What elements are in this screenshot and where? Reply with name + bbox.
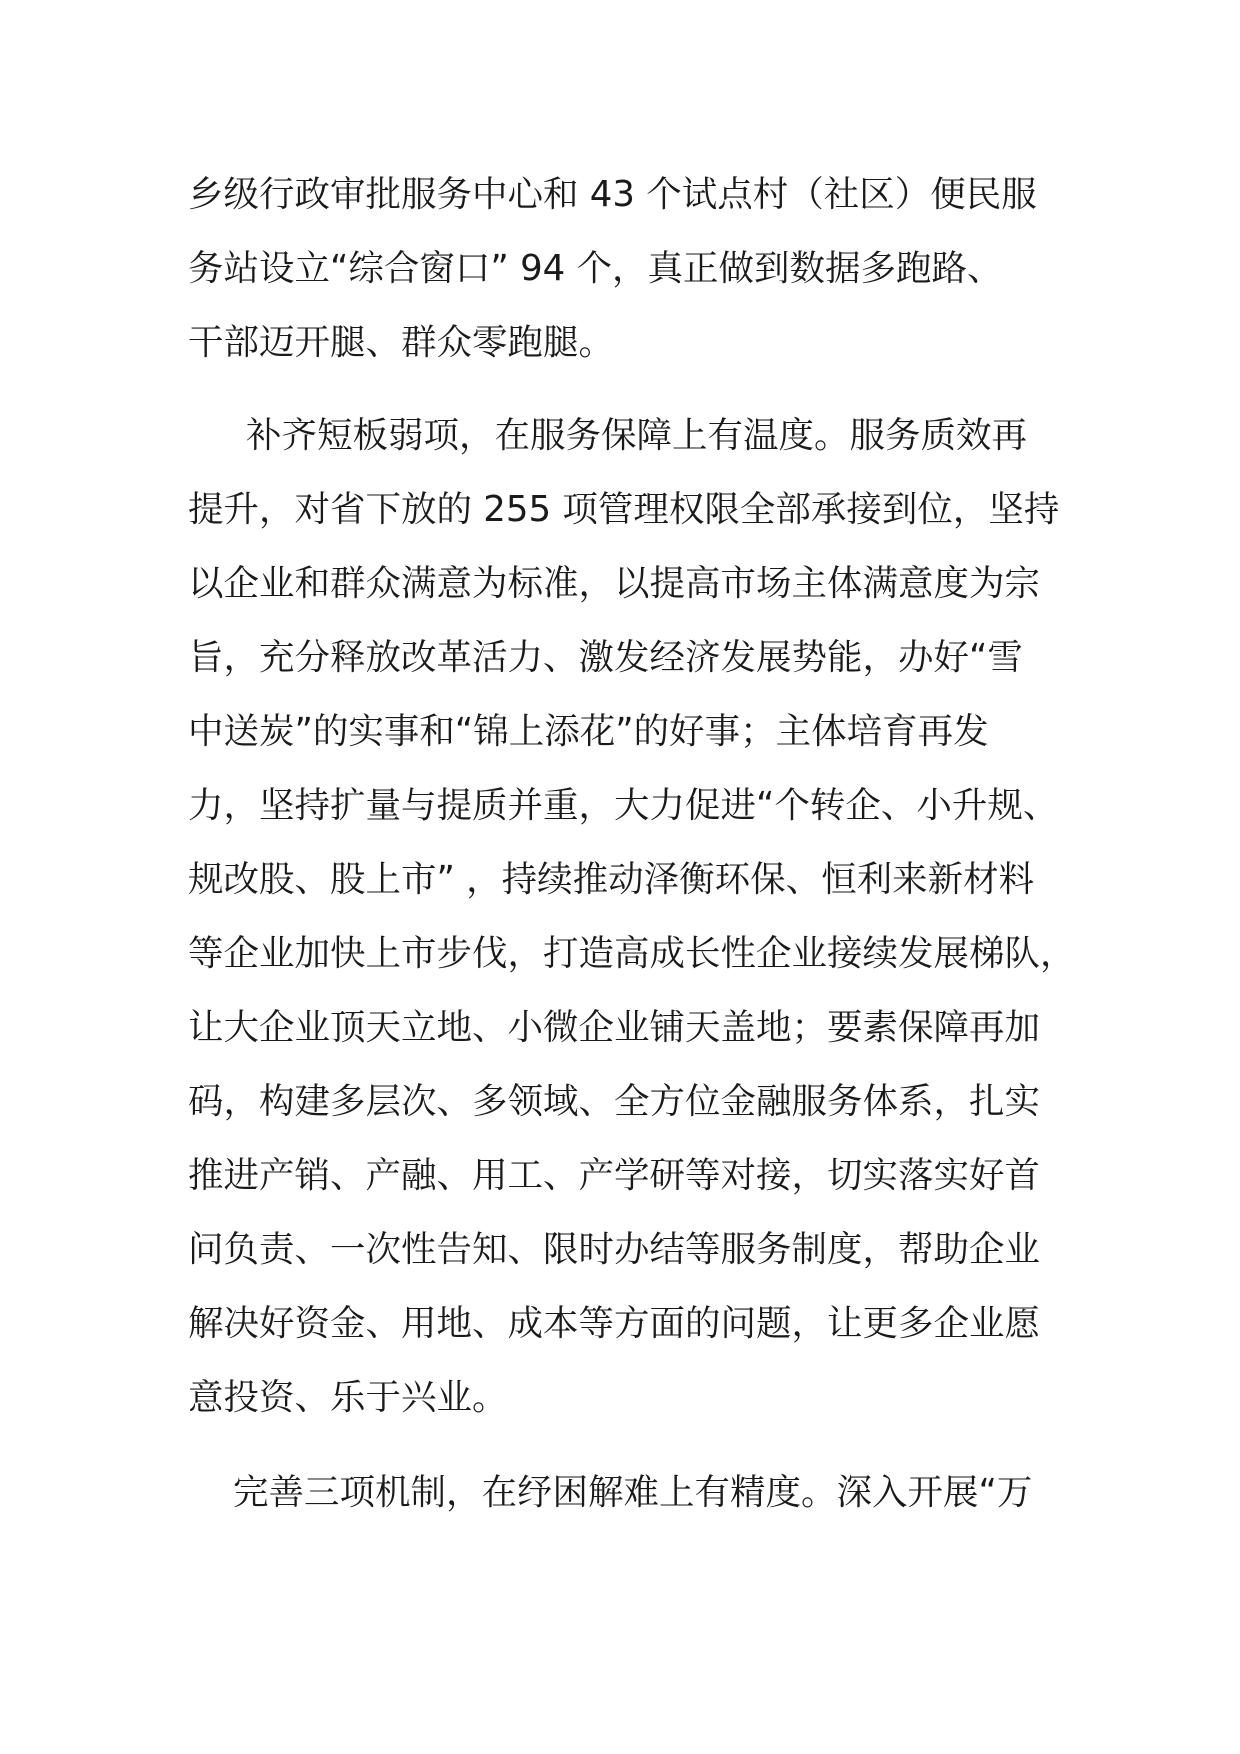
paragraph-heading-line: 补齐短板弱项，在服务保障上有温度。服务质效再 bbox=[246, 415, 1028, 456]
text-line: 码，构建多层次、多领域、全方位金融服务体系，扎实 bbox=[188, 1081, 1041, 1122]
text-line: 意投资、乐于兴业。 bbox=[188, 1377, 508, 1418]
text-line: 问负责、一次性告知、限时办结等服务制度，帮助企业 bbox=[188, 1229, 1041, 1270]
text-line: 等企业加快上市步伐，打造高成长性企业接续发展梯队， bbox=[188, 933, 1076, 974]
paragraph-heading-line: 完善三项机制，在纾困解难上有精度。深入开展“万 bbox=[233, 1472, 1033, 1513]
text-line: 旨，充分释放改革活力、激发经济发展势能，办好“雪 bbox=[188, 637, 1023, 678]
text-line: 解决好资金、用地、成本等方面的问题，让更多企业愿 bbox=[188, 1303, 1041, 1344]
text-line: 推进产销、产融、用工、产学研等对接，切实落实好首 bbox=[188, 1155, 1041, 1196]
text-line: 中送炭”的实事和“锦上添花”的好事；主体培育再发 bbox=[188, 711, 989, 752]
text-line: 以企业和群众满意为标准，以提高市场主体满意度为宗 bbox=[188, 563, 1041, 604]
text-line: 务站设立“综合窗口” 94 个，真正做到数据多跑路、 bbox=[188, 248, 1003, 289]
text-line: 乡级行政审批服务中心和 43 个试点村（社区）便民服 bbox=[188, 174, 1037, 215]
text-line: 干部迈开腿、群众零跑腿。 bbox=[188, 322, 615, 363]
text-line: 让大企业顶天立地、小微企业铺天盖地；要素保障再加 bbox=[188, 1007, 1041, 1048]
text-line: 力，坚持扩量与提质并重，大力促进“个转企、小升规、 bbox=[188, 785, 1059, 826]
text-line: 规改股、股上市” ，持续推动泽衡环保、恒利来新材料 bbox=[188, 859, 1035, 900]
text-line: 提升，对省下放的 255 项管理权限全部承接到位，坚持 bbox=[188, 489, 1060, 530]
